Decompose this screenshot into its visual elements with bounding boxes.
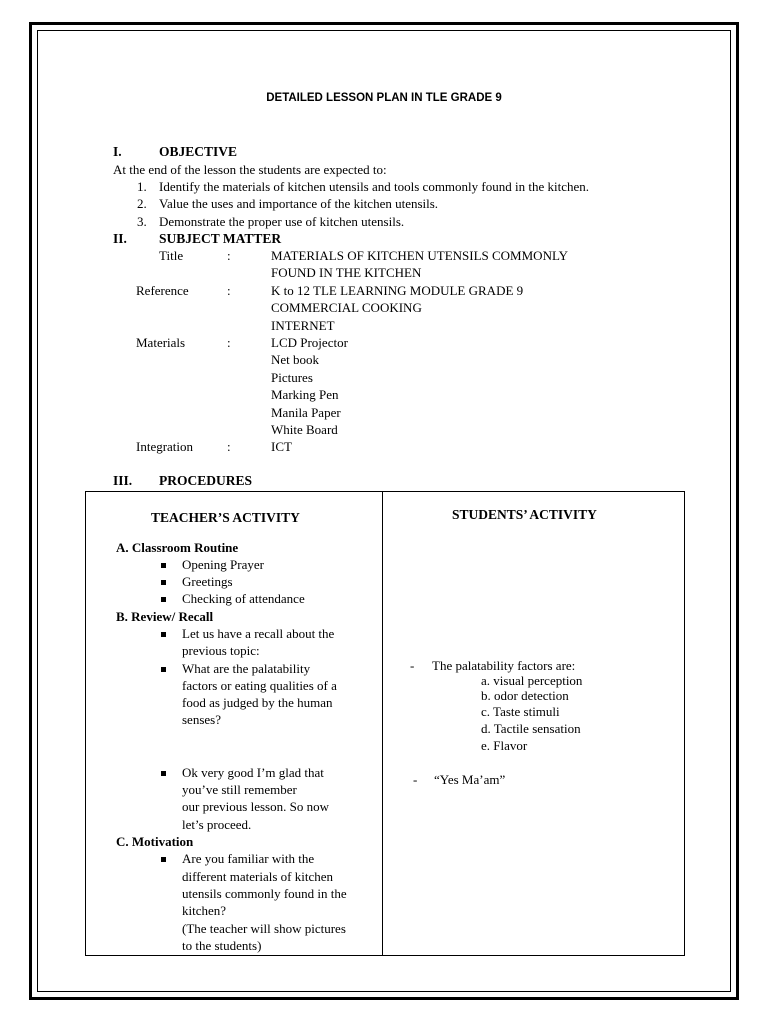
motivation-item-line: different materials of kitchen [182, 869, 334, 884]
objective-item-text: Value the uses and importance of the kitchen utensils. [159, 196, 439, 211]
objective-heading: OBJECTIVE [159, 144, 238, 159]
reference-value-line: K to 12 TLE LEARNING MODULE GRADE 9 [271, 283, 524, 298]
motivation-item-line: utensils commonly found in the [182, 886, 347, 901]
materials-colon: : [227, 335, 231, 350]
objective-item-number: 1. [137, 179, 147, 194]
review-item-line: Let us have a recall about the [182, 626, 335, 641]
subject-matter-heading: SUBJECT MATTER [159, 231, 282, 246]
title-label: Title [159, 248, 184, 263]
routine-item: Opening Prayer [182, 557, 264, 572]
objective-number: I. [113, 144, 122, 159]
classroom-routine-label: A. Classroom Routine [116, 540, 239, 555]
materials-item: Manila Paper [271, 405, 341, 420]
materials-label: Materials [136, 335, 186, 350]
teacher-activity-header: TEACHER’S ACTIVITY [151, 510, 300, 525]
objective-item-text: Identify the materials of kitchen utensils and tools commonly found in the kitchen. [159, 179, 589, 194]
review-item-line: What are the palatability [182, 661, 311, 676]
procedures-number: III. [113, 473, 133, 488]
palatability-factor: c. Taste stimuli [481, 704, 560, 719]
motivation-item-line: kitchen? [182, 903, 227, 918]
objective-intro: At the end of the lesson the students are expected to: [113, 162, 387, 177]
objective-item-number: 3. [137, 214, 147, 229]
subject-matter-number: II. [113, 231, 127, 246]
bullet-icon [161, 667, 166, 672]
bullet-icon [161, 580, 166, 585]
student-dash: - [410, 658, 415, 673]
motivation-label: C. Motivation [116, 834, 194, 849]
palatability-intro: The palatability factors are: [432, 658, 576, 673]
materials-item: LCD Projector [271, 335, 348, 350]
integration-value: ICT [271, 439, 292, 454]
motivation-item-line: Are you familiar with the [182, 851, 315, 866]
reference-label: Reference [136, 283, 189, 298]
bullet-icon [161, 597, 166, 602]
review-item-line: you’ve still remember [182, 782, 297, 797]
reference-value-line: COMMERCIAL COOKING [271, 300, 422, 315]
students-activity-header: STUDENTS’ ACTIVITY [452, 507, 597, 522]
routine-item: Greetings [182, 574, 233, 589]
review-item-line: food as judged by the human [182, 695, 333, 710]
objective-item-text: Demonstrate the proper use of kitchen utensils. [159, 214, 405, 229]
review-item-line: Ok very good I’m glad that [182, 765, 324, 780]
review-item-line: our previous lesson. So now [182, 799, 329, 814]
review-item-line: let’s proceed. [182, 817, 252, 832]
materials-item: Pictures [271, 370, 313, 385]
palatability-factor: b. odor detection [481, 688, 569, 703]
materials-item: Marking Pen [271, 387, 339, 402]
document-title: DETAILED LESSON PLAN IN TLE GRADE 9 [266, 92, 502, 104]
integration-colon: : [227, 439, 231, 454]
reference-value-line: INTERNET [271, 318, 335, 333]
materials-item: White Board [271, 422, 338, 437]
bullet-icon [161, 857, 166, 862]
review-recall-label: B. Review/ Recall [116, 609, 214, 624]
title-value-line: FOUND IN THE KITCHEN [271, 265, 422, 280]
student-reply: “Yes Ma’am” [434, 772, 506, 787]
motivation-item-line: (The teacher will show pictures [182, 921, 346, 936]
motivation-item-line: to the students) [182, 938, 262, 953]
bullet-icon [161, 563, 166, 568]
reference-colon: : [227, 283, 231, 298]
objective-item-number: 2. [137, 196, 147, 211]
procedures-table [85, 491, 685, 956]
routine-item: Checking of attendance [182, 591, 305, 606]
title-colon: : [227, 248, 231, 263]
integration-label: Integration [136, 439, 194, 454]
review-item-line: previous topic: [182, 643, 260, 658]
title-value-line: MATERIALS OF KITCHEN UTENSILS COMMONLY [271, 248, 568, 263]
materials-item: Net book [271, 352, 320, 367]
procedures-table-divider [382, 491, 383, 956]
review-item-line: factors or eating qualities of a [182, 678, 337, 693]
bullet-icon [161, 771, 166, 776]
review-item-line: senses? [182, 712, 221, 727]
palatability-factor: e. Flavor [481, 738, 528, 753]
palatability-factor: a. visual perception [481, 673, 583, 688]
student-dash: - [413, 772, 418, 787]
procedures-heading: PROCEDURES [159, 473, 253, 488]
bullet-icon [161, 632, 166, 637]
palatability-factor: d. Tactile sensation [481, 721, 581, 736]
